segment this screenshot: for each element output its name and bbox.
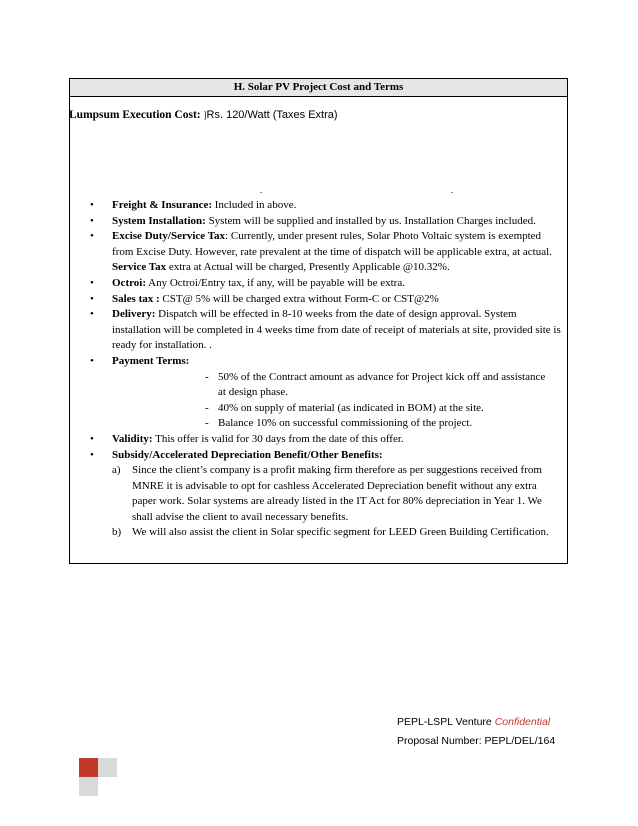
subsidy-point: a) Since the client’s company is a profit making firm therefore as per suggestions received from MNRE it is advisable to opt for cashless Accelerated Depreciation benefit without any extra paper work. Solar systems are already listed in the IT Act for 80% depreciation in Year 1. We shall advise the client to avail necessary benefits. — [112, 464, 542, 523]
list-item: • Sales tax : CST@ 5% will be charged extra without Form-C or CST@2% — [90, 292, 439, 305]
validity-item: • Validity: This offer is valid for 30 days from the date of this offer. — [90, 432, 404, 445]
lumpsum-value: Rs. 120/Watt (Taxes Extra) — [206, 109, 338, 121]
confidential-note: PEPL-LSPL Venture Confidential — [397, 716, 551, 728]
stray-mark: . — [260, 185, 263, 195]
list-item: • Octroi: Any Octroi/Entry tax, if any, will be payable will be extra. — [90, 276, 405, 289]
decor-square-gray — [79, 777, 98, 796]
list-item: • Delivery: Dispatch will be effected in 8-10 weeks from the date of design approval. System installation will be completed in 4 weeks time from date of receipt of materials at site, provided site is ready for installation. . — [90, 308, 561, 352]
payment-term: - Balance 10% on successful commissioning of the project. — [205, 417, 473, 430]
section-title: H. Solar PV Project Cost and Terms — [70, 79, 567, 97]
decor-square-gray — [98, 758, 117, 777]
subsidy-item: • Subsidy/Accelerated Depreciation Benefit/Other Benefits: — [90, 448, 383, 461]
decor-square-red — [79, 758, 98, 777]
list-item: • System Installation: System will be supplied and installed by us. Installation Charges included. — [90, 214, 536, 227]
lumpsum-marker: ] — [203, 110, 207, 120]
proposal-number: Proposal Number: PEPL/DEL/164 — [397, 735, 556, 747]
terms-content — [70, 198, 569, 541]
payment-terms-item: • Payment Terms: — [90, 354, 190, 367]
lumpsum-line — [69, 109, 338, 121]
subsidy-point: b) We will also assist the client in Solar specific segment for LEED Green Building Certification. — [112, 526, 549, 539]
lumpsum-label: Lumpsum Execution Cost: — [69, 109, 201, 121]
list-item: • Freight & Insurance: Included in above. — [90, 199, 297, 211]
payment-term: - 40% on supply of material (as indicated in BOM) at the site. — [205, 401, 484, 414]
stray-mark: . — [451, 185, 454, 195]
list-item: • Excise Duty/Service Tax: Currently, under present rules, Solar Photo Voltaic system is exempted from Excise Duty. However, rate prevalent at the time of dispatch will be applicable extra, at actual. Service Tax extra at Actual will be charged, Presently Applicable @10.32%. — [90, 230, 552, 274]
cost-terms-table — [69, 78, 568, 564]
payment-term: - 50% of the Contract amount as advance for Project kick off and assistance at design phase. — [205, 370, 546, 399]
